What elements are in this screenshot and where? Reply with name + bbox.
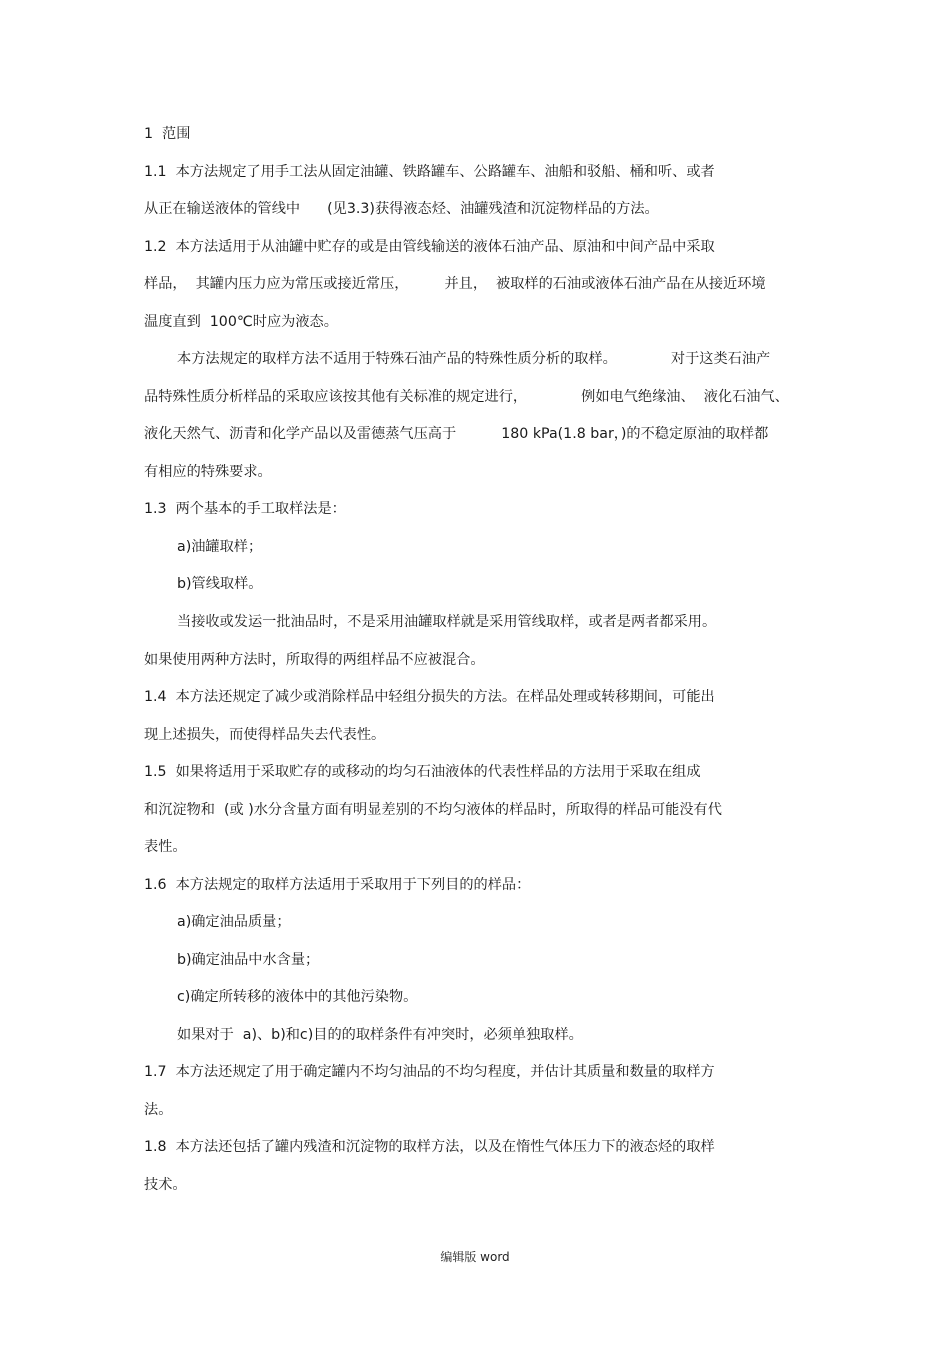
paragraph-line: 表性。: [144, 839, 187, 855]
list-item: a)油罐取样；: [177, 539, 263, 555]
paragraph-line: 当接收或发运一批油品时，不是采用油罐取样就是采用管线取样，或者是两者都采用。: [177, 614, 717, 630]
paragraph-line: 技术。: [144, 1177, 187, 1193]
paragraph-line: 1.3 两个基本的手工取样法是：: [144, 501, 346, 517]
page-footer: 编辑版 word: [440, 1250, 510, 1264]
paragraph-line: 品特殊性质分析样品的采取应该按其他有关标准的规定进行， 例如电气绝缘油、 液化石油气、: [144, 389, 789, 405]
list-item: a)确定油品质量；: [177, 914, 291, 930]
section-heading: 1 范围: [144, 126, 191, 142]
paragraph-line: 如果对于 a)、b)和c)目的的取样条件有冲突时，必须单独取样。: [177, 1027, 583, 1043]
list-item: b)确定油品中水含量；: [177, 952, 320, 968]
paragraph-line: 样品， 其罐内压力应为常压或接近常压， 并且， 被取样的石油或液体石油产品在从接近环境: [144, 276, 766, 292]
paragraph-line: 温度直到 100℃时应为液态。: [144, 314, 338, 330]
paragraph-line: 1.7 本方法还规定了用于确定罐内不均匀油品的不均匀程度，并估计其质量和数量的取样方: [144, 1064, 715, 1080]
paragraph-line: 1.4 本方法还规定了减少或消除样品中轻组分损失的方法。在样品处理或转移期间，可能出: [144, 689, 715, 705]
paragraph-line: 从正在输送液体的管线中 (见3.3)获得液态烃、油罐残渣和沉淀物样品的方法。: [144, 201, 659, 217]
paragraph-line: 有相应的特殊要求。: [144, 464, 272, 480]
paragraph-line: 法。: [144, 1102, 173, 1118]
paragraph-line: 如果使用两种方法时，所取得的两组样品不应被混合。: [144, 652, 485, 668]
list-item: c)确定所转移的液体中的其他污染物。: [177, 989, 418, 1005]
paragraph-line: 1.2 本方法适用于从油罐中贮存的或是由管线输送的液体石油产品、原油和中间产品中采取: [144, 239, 715, 255]
paragraph-line: 1.6 本方法规定的取样方法适用于采取用于下列目的的样品：: [144, 877, 531, 893]
paragraph-line: 1.8 本方法还包括了罐内残渣和沉淀物的取样方法，以及在惰性气体压力下的液态烃的取样: [144, 1139, 715, 1155]
paragraph-line: 液化天然气、沥青和化学产品以及雷德蒸气压高于 180 kPa(1.8 bar，)的不稳定原油的取样都: [144, 426, 769, 442]
paragraph-line: 1.1 本方法规定了用手工法从固定油罐、铁路罐车、公路罐车、油船和驳船、桶和听、或者: [144, 164, 715, 180]
paragraph-line: 现上述损失，而使得样品失去代表性。: [144, 727, 386, 743]
list-item: b)管线取样。: [177, 576, 263, 592]
paragraph-line: 和沉淀物和 (或 )水分含量方面有明显差别的不均匀液体的样品时，所取得的样品可能没有代: [144, 802, 722, 818]
paragraph-line: 本方法规定的取样方法不适用于特殊石油产品的特殊性质分析的取样。 对于这类石油产: [177, 351, 771, 367]
paragraph-line: 1.5 如果将适用于采取贮存的或移动的均匀石油液体的代表性样品的方法用于采取在组成: [144, 764, 701, 780]
